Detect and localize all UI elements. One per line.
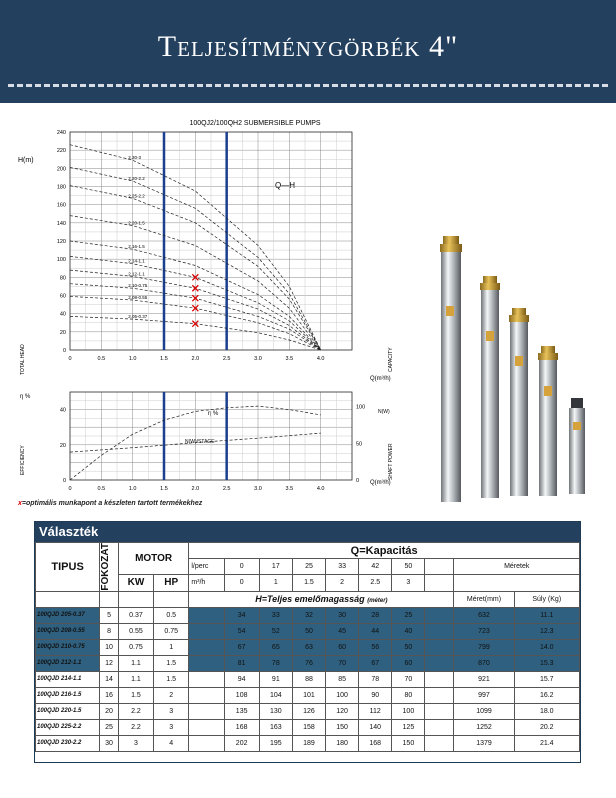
row-kw: 0.37 <box>118 607 153 623</box>
performance-chart-svg <box>0 110 400 510</box>
q-tick-label-lower: 2.5 <box>222 486 231 492</box>
efficiency-label: EFFICIENCY <box>20 445 26 475</box>
col-motor: MOTOR <box>118 543 188 575</box>
lperc-3: 33 <box>326 559 359 575</box>
h-tick-label: 140 <box>56 220 66 227</box>
m3h-2: 1.5 <box>292 575 325 591</box>
row-size: 632 <box>454 607 514 623</box>
row-head-value: 180 <box>326 735 359 751</box>
row-weight: 16.2 <box>514 687 579 703</box>
row-stages: 8 <box>100 623 119 639</box>
row-head-value: 140 <box>359 719 392 735</box>
h-tick-label: 60 <box>59 293 66 300</box>
row-blank <box>189 719 224 735</box>
h-axis-label: H(m) <box>18 157 34 164</box>
row-size: 997 <box>454 687 514 703</box>
h-tick-label: 240 <box>56 130 66 136</box>
row-hp: 1 <box>154 639 189 655</box>
qh-label: Q—H <box>275 181 295 190</box>
row-weight: 20.2 <box>514 719 579 735</box>
row-head-value: 85 <box>326 671 359 687</box>
row-hp: 3 <box>154 719 189 735</box>
row-head-value: 108 <box>224 687 259 703</box>
pump-curve-label: 2.10-0.75 <box>128 283 148 289</box>
q-tick-label: 0.5 <box>97 356 106 362</box>
row-head-value: 126 <box>292 703 325 719</box>
row-stages: 20 <box>100 703 119 719</box>
eta-label: η % <box>208 411 219 417</box>
selection-table <box>35 542 580 752</box>
m3h-4: 2.5 <box>359 575 392 591</box>
q-tick-label-lower: 3.0 <box>254 486 262 492</box>
table-row <box>36 639 580 655</box>
row-head-value: 168 <box>224 719 259 735</box>
row-hp: 4 <box>154 735 189 751</box>
table-row <box>36 671 580 687</box>
row-head-value: 150 <box>326 719 359 735</box>
q-axis-label: Q(m³/h) <box>370 376 391 382</box>
pump-curve-label: 2.25-2.2 <box>128 193 145 199</box>
subhead-blank-3 <box>118 591 153 607</box>
h-tick-label: 0 <box>62 348 66 354</box>
table-row <box>36 735 580 751</box>
row-size: 870 <box>454 655 514 671</box>
pump-curve-label: 2.14-1.1 <box>128 258 145 264</box>
row-head-value: 100 <box>326 687 359 703</box>
row-blank <box>425 623 454 639</box>
h-tick-label: 200 <box>56 166 66 173</box>
meret-label: Méret(mm) <box>454 591 514 607</box>
eff-tick-label: 0 <box>62 478 66 484</box>
row-head-value: 52 <box>259 623 292 639</box>
optimal-point-note <box>18 500 202 507</box>
row-blank <box>425 639 454 655</box>
table-row <box>36 655 580 671</box>
row-head-value: 44 <box>359 623 392 639</box>
row-head-value: 135 <box>224 703 259 719</box>
row-hp: 0.5 <box>154 607 189 623</box>
q-tick-label-lower: 4.0 <box>316 486 325 492</box>
page-header <box>0 0 616 103</box>
chart-title: 100QJ2/100QH2 SUBMERSIBLE PUMPS <box>189 120 321 127</box>
row-blank <box>425 655 454 671</box>
row-head-value: 30 <box>326 607 359 623</box>
row-weight: 18.0 <box>514 703 579 719</box>
row-blank <box>189 703 224 719</box>
row-name: 100QJD 210-0.75 <box>36 639 100 655</box>
suly-label: Súly (Kg) <box>514 591 579 607</box>
note-marker: x <box>18 500 22 507</box>
row-head-value: 104 <box>259 687 292 703</box>
row-blank <box>425 671 454 687</box>
table-row <box>36 719 580 735</box>
head-label-text: H=Teljes emelőmagasság <box>255 594 365 605</box>
row-stages: 12 <box>100 655 119 671</box>
table-row <box>36 607 580 623</box>
row-head-value: 158 <box>292 719 325 735</box>
subhead-blank-4 <box>154 591 189 607</box>
row-kw: 2.2 <box>118 703 153 719</box>
head-label-unit: (méter) <box>367 598 388 605</box>
row-head-value: 202 <box>224 735 259 751</box>
lperc-1: 17 <box>259 559 292 575</box>
row-hp: 2 <box>154 687 189 703</box>
row-blank <box>425 735 454 751</box>
row-blank <box>189 639 224 655</box>
pump-curve-label: 2.08-0.55 <box>128 295 148 301</box>
row-head-value: 168 <box>359 735 392 751</box>
row-head-value: 50 <box>292 623 325 639</box>
row-kw: 2.2 <box>118 719 153 735</box>
row-kw: 0.55 <box>118 623 153 639</box>
q-tick-label: 3.5 <box>285 356 294 362</box>
lperc-0: 0 <box>224 559 259 575</box>
lperc-label: l/perc <box>189 559 224 575</box>
row-head-value: 81 <box>224 655 259 671</box>
table-row <box>36 703 580 719</box>
row-head-value: 80 <box>392 687 425 703</box>
q-tick-label: 3.0 <box>254 356 262 362</box>
row-size: 1252 <box>454 719 514 735</box>
row-size: 1099 <box>454 703 514 719</box>
row-head-value: 32 <box>292 607 325 623</box>
q-tick-label-lower: 1.5 <box>160 486 168 492</box>
row-weight: 21.4 <box>514 735 579 751</box>
header-divider <box>8 84 608 87</box>
row-kw: 1.5 <box>118 687 153 703</box>
n-stage-label: N(W)/STAGE <box>185 439 215 445</box>
row-hp: 3 <box>154 703 189 719</box>
lperc-blank <box>425 559 454 575</box>
row-kw: 0.75 <box>118 639 153 655</box>
col-hp: HP <box>154 575 189 591</box>
row-name: 100QJD 205-0.37 <box>36 607 100 623</box>
performance-chart <box>0 110 400 510</box>
row-size: 799 <box>454 639 514 655</box>
q-tick-label: 4.0 <box>316 356 325 362</box>
selection-heading: Választék <box>35 522 580 542</box>
row-head-value: 130 <box>259 703 292 719</box>
row-weight: 15.7 <box>514 671 579 687</box>
capacity-label: CAPACITY <box>388 347 394 372</box>
selection-panel <box>34 521 581 763</box>
row-stages: 25 <box>100 719 119 735</box>
table-row <box>36 687 580 703</box>
row-stages: 16 <box>100 687 119 703</box>
row-kw: 1.1 <box>118 655 153 671</box>
row-name: 100QJD 225-2.2 <box>36 719 100 735</box>
row-head-value: 50 <box>392 639 425 655</box>
row-size: 723 <box>454 623 514 639</box>
eff-axis-label: η % <box>20 394 31 400</box>
row-blank <box>189 735 224 751</box>
pump-1 <box>440 236 462 502</box>
row-size: 921 <box>454 671 514 687</box>
q-tick-label: 0 <box>68 356 72 362</box>
m3h-label: m³/h <box>189 575 224 591</box>
row-head-value: 60 <box>392 655 425 671</box>
m3h-5: 3 <box>392 575 425 591</box>
row-head-value: 70 <box>326 655 359 671</box>
row-blank <box>189 607 224 623</box>
lperc-4: 42 <box>359 559 392 575</box>
row-head-value: 189 <box>292 735 325 751</box>
row-head-value: 67 <box>224 639 259 655</box>
row-blank <box>425 703 454 719</box>
h-tick-label: 220 <box>56 148 66 155</box>
row-head-value: 45 <box>326 623 359 639</box>
power-tick-label: 100 <box>356 404 366 411</box>
row-head-value: 40 <box>392 623 425 639</box>
row-size: 1379 <box>454 735 514 751</box>
pump-curve-label: 2.12-1.1 <box>128 271 145 277</box>
pump-curve-label: 2.05-0.37 <box>128 314 148 320</box>
q-tick-label-lower: 0.5 <box>97 486 106 492</box>
page-title: Teljesítménygörbék 4" <box>157 30 459 63</box>
pump-curve-label: 2.30-3 <box>128 155 141 161</box>
row-name: 100QJD 214-1.1 <box>36 671 100 687</box>
row-head-value: 67 <box>359 655 392 671</box>
lperc-2: 25 <box>292 559 325 575</box>
q-tick-label: 1.0 <box>128 356 137 362</box>
row-head-value: 120 <box>326 703 359 719</box>
col-kw: KW <box>118 575 153 591</box>
power-tick-label: 0 <box>356 478 360 484</box>
row-stages: 5 <box>100 607 119 623</box>
h-tick-label: 120 <box>56 239 66 245</box>
subhead-blank-2 <box>100 591 119 607</box>
total-head-label: TOTAL HEAD <box>20 344 26 375</box>
row-hp: 1.5 <box>154 655 189 671</box>
meretek-blank <box>454 575 580 591</box>
row-stages: 14 <box>100 671 119 687</box>
q-tick-label-lower: 2.0 <box>191 486 200 492</box>
q-tick-label: 2.5 <box>222 356 231 362</box>
row-head-value: 125 <box>392 719 425 735</box>
row-head-value: 60 <box>326 639 359 655</box>
col-fokozat <box>100 543 119 592</box>
row-head-value: 112 <box>359 703 392 719</box>
q-tick-label: 2.0 <box>191 356 200 362</box>
row-name: 100QJD 216-1.5 <box>36 687 100 703</box>
h-tick-label: 40 <box>59 311 66 318</box>
row-head-value: 34 <box>224 607 259 623</box>
note-text: =optimális munkapont a készleten tartott termékekhez <box>21 500 203 507</box>
pump-2 <box>480 276 500 498</box>
row-blank <box>189 655 224 671</box>
row-head-value: 33 <box>259 607 292 623</box>
row-head-value: 65 <box>259 639 292 655</box>
row-name: 100QJD 230-2.2 <box>36 735 100 751</box>
h-tick-label: 80 <box>59 275 66 282</box>
row-head-value: 90 <box>359 687 392 703</box>
row-hp: 1.5 <box>154 671 189 687</box>
row-head-value: 78 <box>259 655 292 671</box>
row-blank <box>189 623 224 639</box>
head-label <box>189 591 454 607</box>
row-head-value: 94 <box>224 671 259 687</box>
pump-curve-label: 2.20-2.2 <box>128 176 145 182</box>
row-head-value: 91 <box>259 671 292 687</box>
m3h-3: 2 <box>326 575 359 591</box>
m3h-1: 1 <box>259 575 292 591</box>
m3h-blank <box>425 575 454 591</box>
meretek-label: Méretek <box>454 559 580 575</box>
row-hp: 0.75 <box>154 623 189 639</box>
h-tick-label: 20 <box>59 329 66 336</box>
m3h-0: 0 <box>224 575 259 591</box>
eff-tick-label: 40 <box>59 407 66 414</box>
row-weight: 11.1 <box>514 607 579 623</box>
h-tick-label: 180 <box>56 184 66 191</box>
subhead-blank-1 <box>36 591 100 607</box>
row-blank <box>189 687 224 703</box>
table-row <box>36 623 580 639</box>
row-head-value: 100 <box>392 703 425 719</box>
row-name: 100QJD 208-0.55 <box>36 623 100 639</box>
row-head-value: 70 <box>392 671 425 687</box>
row-name: 100QJD 212-1.1 <box>36 655 100 671</box>
row-head-value: 150 <box>392 735 425 751</box>
row-name: 100QJD 220-1.5 <box>36 703 100 719</box>
pump-4 <box>538 346 558 496</box>
row-head-value: 76 <box>292 655 325 671</box>
lperc-5: 50 <box>392 559 425 575</box>
row-blank <box>189 671 224 687</box>
q-axis-label-lower: Q(m³/h) <box>370 480 391 486</box>
h-tick-label: 100 <box>56 257 66 264</box>
row-weight: 12.3 <box>514 623 579 639</box>
row-head-value: 78 <box>359 671 392 687</box>
row-blank <box>425 687 454 703</box>
row-head-value: 25 <box>392 607 425 623</box>
pump-curve-label: 2.20-1.5 <box>128 220 145 226</box>
n-w-label: N(W) <box>378 409 390 415</box>
row-kw: 3 <box>118 735 153 751</box>
row-stages: 30 <box>100 735 119 751</box>
q-tick-label-lower: 3.5 <box>285 486 294 492</box>
col-tipus: TIPUS <box>36 543 100 592</box>
power-tick-label: 50 <box>356 441 363 448</box>
row-head-value: 195 <box>259 735 292 751</box>
row-head-value: 101 <box>292 687 325 703</box>
row-stages: 10 <box>100 639 119 655</box>
row-weight: 14.0 <box>514 639 579 655</box>
row-head-value: 54 <box>224 623 259 639</box>
row-head-value: 88 <box>292 671 325 687</box>
capacity-heading: Q=Kapacitás <box>189 543 580 559</box>
col-fokozat-label: FOKOZAT <box>100 543 112 591</box>
q-tick-label: 1.5 <box>160 356 168 362</box>
eff-tick-label: 20 <box>59 442 66 449</box>
row-blank <box>425 719 454 735</box>
row-blank <box>425 607 454 623</box>
h-tick-label: 160 <box>56 202 66 209</box>
shaft-power-label: SHAFT POWER <box>388 443 394 480</box>
pump-5 <box>569 398 585 494</box>
pump-3 <box>509 308 529 496</box>
row-kw: 1.1 <box>118 671 153 687</box>
row-head-value: 63 <box>292 639 325 655</box>
row-head-value: 163 <box>259 719 292 735</box>
row-head-value: 28 <box>359 607 392 623</box>
row-head-value: 56 <box>359 639 392 655</box>
pump-product-photo <box>408 236 608 506</box>
pump-curve-label: 2.16-1.5 <box>128 244 145 250</box>
row-weight: 15.3 <box>514 655 579 671</box>
q-tick-label-lower: 0 <box>68 486 72 492</box>
q-tick-label-lower: 1.0 <box>128 486 137 492</box>
